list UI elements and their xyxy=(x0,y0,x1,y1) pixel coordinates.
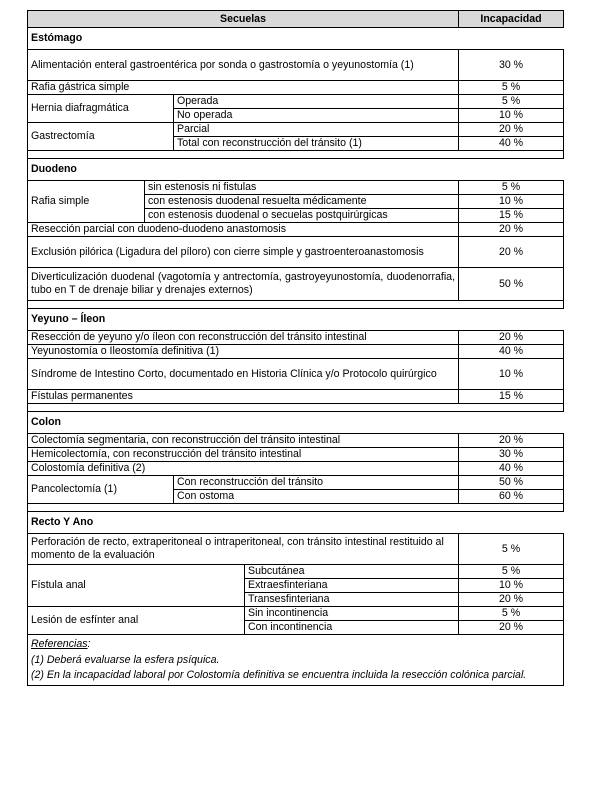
row-label: Con incontinencia xyxy=(245,621,459,635)
row-label: Extraesfinteriana xyxy=(245,579,459,593)
header-secuelas: Secuelas xyxy=(28,11,459,28)
row-pct: 50 % xyxy=(459,268,564,301)
row-pct: 5 % xyxy=(459,565,564,579)
table-row xyxy=(28,81,564,95)
row-pct: 20 % xyxy=(459,237,564,268)
row-pct: 20 % xyxy=(459,434,564,448)
table-row xyxy=(28,50,564,81)
row-label: Con ostoma xyxy=(174,490,459,504)
reference-2: (2) En la incapacidad laboral por Colostomía definitiva se encuentra incluida la resección colónica parcial. xyxy=(31,669,527,681)
row-pct: 30 % xyxy=(459,448,564,462)
row-label: Subcutánea xyxy=(245,565,459,579)
row-pct: 15 % xyxy=(459,390,564,404)
row-label: Resección parcial con duodeno-duodeno anastomosis xyxy=(28,223,459,237)
row-pct: 15 % xyxy=(459,209,564,223)
references-title: Referencias xyxy=(31,638,88,650)
spacer-row xyxy=(28,151,564,159)
section-title-filler xyxy=(459,412,564,434)
row-pct: 10 % xyxy=(459,579,564,593)
row-pct: 5 % xyxy=(459,534,564,565)
row-pct: 5 % xyxy=(459,95,564,109)
row-pct: 20 % xyxy=(459,331,564,345)
row-label: No operada xyxy=(174,109,459,123)
spacer xyxy=(28,151,564,159)
group-label: Rafia simple xyxy=(28,181,145,223)
row-label: Perforación de recto, extraperitoneal o intraperitoneal, con tránsito intestinal restituido al momento de la evaluación xyxy=(28,534,459,565)
row-label: con estenosis duodenal resuelta médicamente xyxy=(145,195,459,209)
row-label: Operada xyxy=(174,95,459,109)
section-row xyxy=(28,159,564,181)
section-title-estomago: Estómago xyxy=(28,28,459,50)
section-row xyxy=(28,412,564,434)
table-row xyxy=(28,462,564,476)
group-label: Hernia diafragmática xyxy=(28,95,174,123)
table-row xyxy=(28,95,564,109)
row-label: Diverticulización duodenal (vagotomía y antrectomía, gastroyeyunostomía, duodenorrafia, tubo en T de drenaje biliar y drenajes externos) xyxy=(28,268,459,301)
row-pct: 40 % xyxy=(459,137,564,151)
row-pct: 10 % xyxy=(459,195,564,209)
row-pct: 20 % xyxy=(459,593,564,607)
references-row xyxy=(28,635,564,686)
row-pct: 10 % xyxy=(459,109,564,123)
row-label: Exclusión pilórica (Ligadura del píloro) con cierre simple y gastroenteroanastomosis xyxy=(28,237,459,268)
spacer-row xyxy=(28,404,564,412)
section-title-recto: Recto Y Ano xyxy=(28,512,459,534)
row-label: Fístulas permanentes xyxy=(28,390,459,404)
row-label: sin estenosis ni fistulas xyxy=(145,181,459,195)
row-label: Rafia gástrica simple xyxy=(28,81,459,95)
row-label: Colostomía definitiva (2) xyxy=(28,462,459,476)
table-row xyxy=(28,237,564,268)
table-row xyxy=(28,607,564,621)
section-title-yeyuno: Yeyuno – Íleon xyxy=(28,309,459,331)
group-label: Pancolectomía (1) xyxy=(28,476,174,504)
section-title-filler xyxy=(459,159,564,181)
row-pct: 10 % xyxy=(459,359,564,390)
references xyxy=(28,635,564,686)
table-row xyxy=(28,565,564,579)
row-pct: 5 % xyxy=(459,181,564,195)
spacer-row xyxy=(28,301,564,309)
spacer xyxy=(28,404,564,412)
section-title-filler xyxy=(459,309,564,331)
table-row xyxy=(28,448,564,462)
row-pct: 5 % xyxy=(459,81,564,95)
section-title-filler xyxy=(459,28,564,50)
row-label: Resección de yeyuno y/o íleon con reconstrucción del tránsito intestinal xyxy=(28,331,459,345)
row-pct: 20 % xyxy=(459,223,564,237)
table-row xyxy=(28,345,564,359)
row-label: Transesfinteriana xyxy=(245,593,459,607)
reference-1: (1) Deberá evaluarse la esfera psíquica. xyxy=(31,653,220,666)
row-label: Con reconstrucción del tránsito xyxy=(174,476,459,490)
table-row xyxy=(28,123,564,137)
table-row xyxy=(28,359,564,390)
table-row xyxy=(28,476,564,490)
section-title-colon: Colon xyxy=(28,412,459,434)
row-pct: 20 % xyxy=(459,123,564,137)
row-label: Hemicolectomía, con reconstrucción del tránsito intestinal xyxy=(28,448,459,462)
row-pct: 40 % xyxy=(459,462,564,476)
table-row xyxy=(28,534,564,565)
row-pct: 20 % xyxy=(459,621,564,635)
section-row xyxy=(28,512,564,534)
table-row xyxy=(28,434,564,448)
row-pct: 50 % xyxy=(459,476,564,490)
spacer-row xyxy=(28,504,564,512)
row-label: Yeyunostomía o Ileostomía definitiva (1) xyxy=(28,345,459,359)
table-row xyxy=(28,331,564,345)
table-header-row xyxy=(28,11,564,28)
row-label: Alimentación enteral gastroentérica por sonda o gastrostomía o yeyunostomía (1) xyxy=(28,50,459,81)
secuelas-table xyxy=(27,10,564,686)
table-row xyxy=(28,390,564,404)
row-pct: 60 % xyxy=(459,490,564,504)
table-row xyxy=(28,223,564,237)
row-label: Sin incontinencia xyxy=(245,607,459,621)
table-row xyxy=(28,268,564,301)
group-label: Lesión de esfínter anal xyxy=(28,607,245,635)
spacer xyxy=(28,504,564,512)
row-label: Colectomía segmentaria, con reconstrucción del tránsito intestinal xyxy=(28,434,459,448)
row-label: Síndrome de Intestino Corto, documentado en Historia Clínica y/o Protocolo quirúrgico xyxy=(28,359,459,390)
row-label: con estenosis duodenal o secuelas postquirúrgicas xyxy=(145,209,459,223)
section-title-filler xyxy=(459,512,564,534)
row-label: Total con reconstrucción del tránsito (1) xyxy=(174,137,459,151)
references-colon: : xyxy=(87,638,91,650)
row-pct: 5 % xyxy=(459,607,564,621)
row-pct: 30 % xyxy=(459,50,564,81)
table-row xyxy=(28,181,564,195)
section-title-duodeno: Duodeno xyxy=(28,159,459,181)
section-row xyxy=(28,309,564,331)
row-label: Parcial xyxy=(174,123,459,137)
row-pct: 40 % xyxy=(459,345,564,359)
section-row xyxy=(28,28,564,50)
group-label: Gastrectomía xyxy=(28,123,174,151)
spacer xyxy=(28,301,564,309)
group-label: Fístula anal xyxy=(28,565,245,607)
header-incapacidad: Incapacidad xyxy=(459,11,564,28)
